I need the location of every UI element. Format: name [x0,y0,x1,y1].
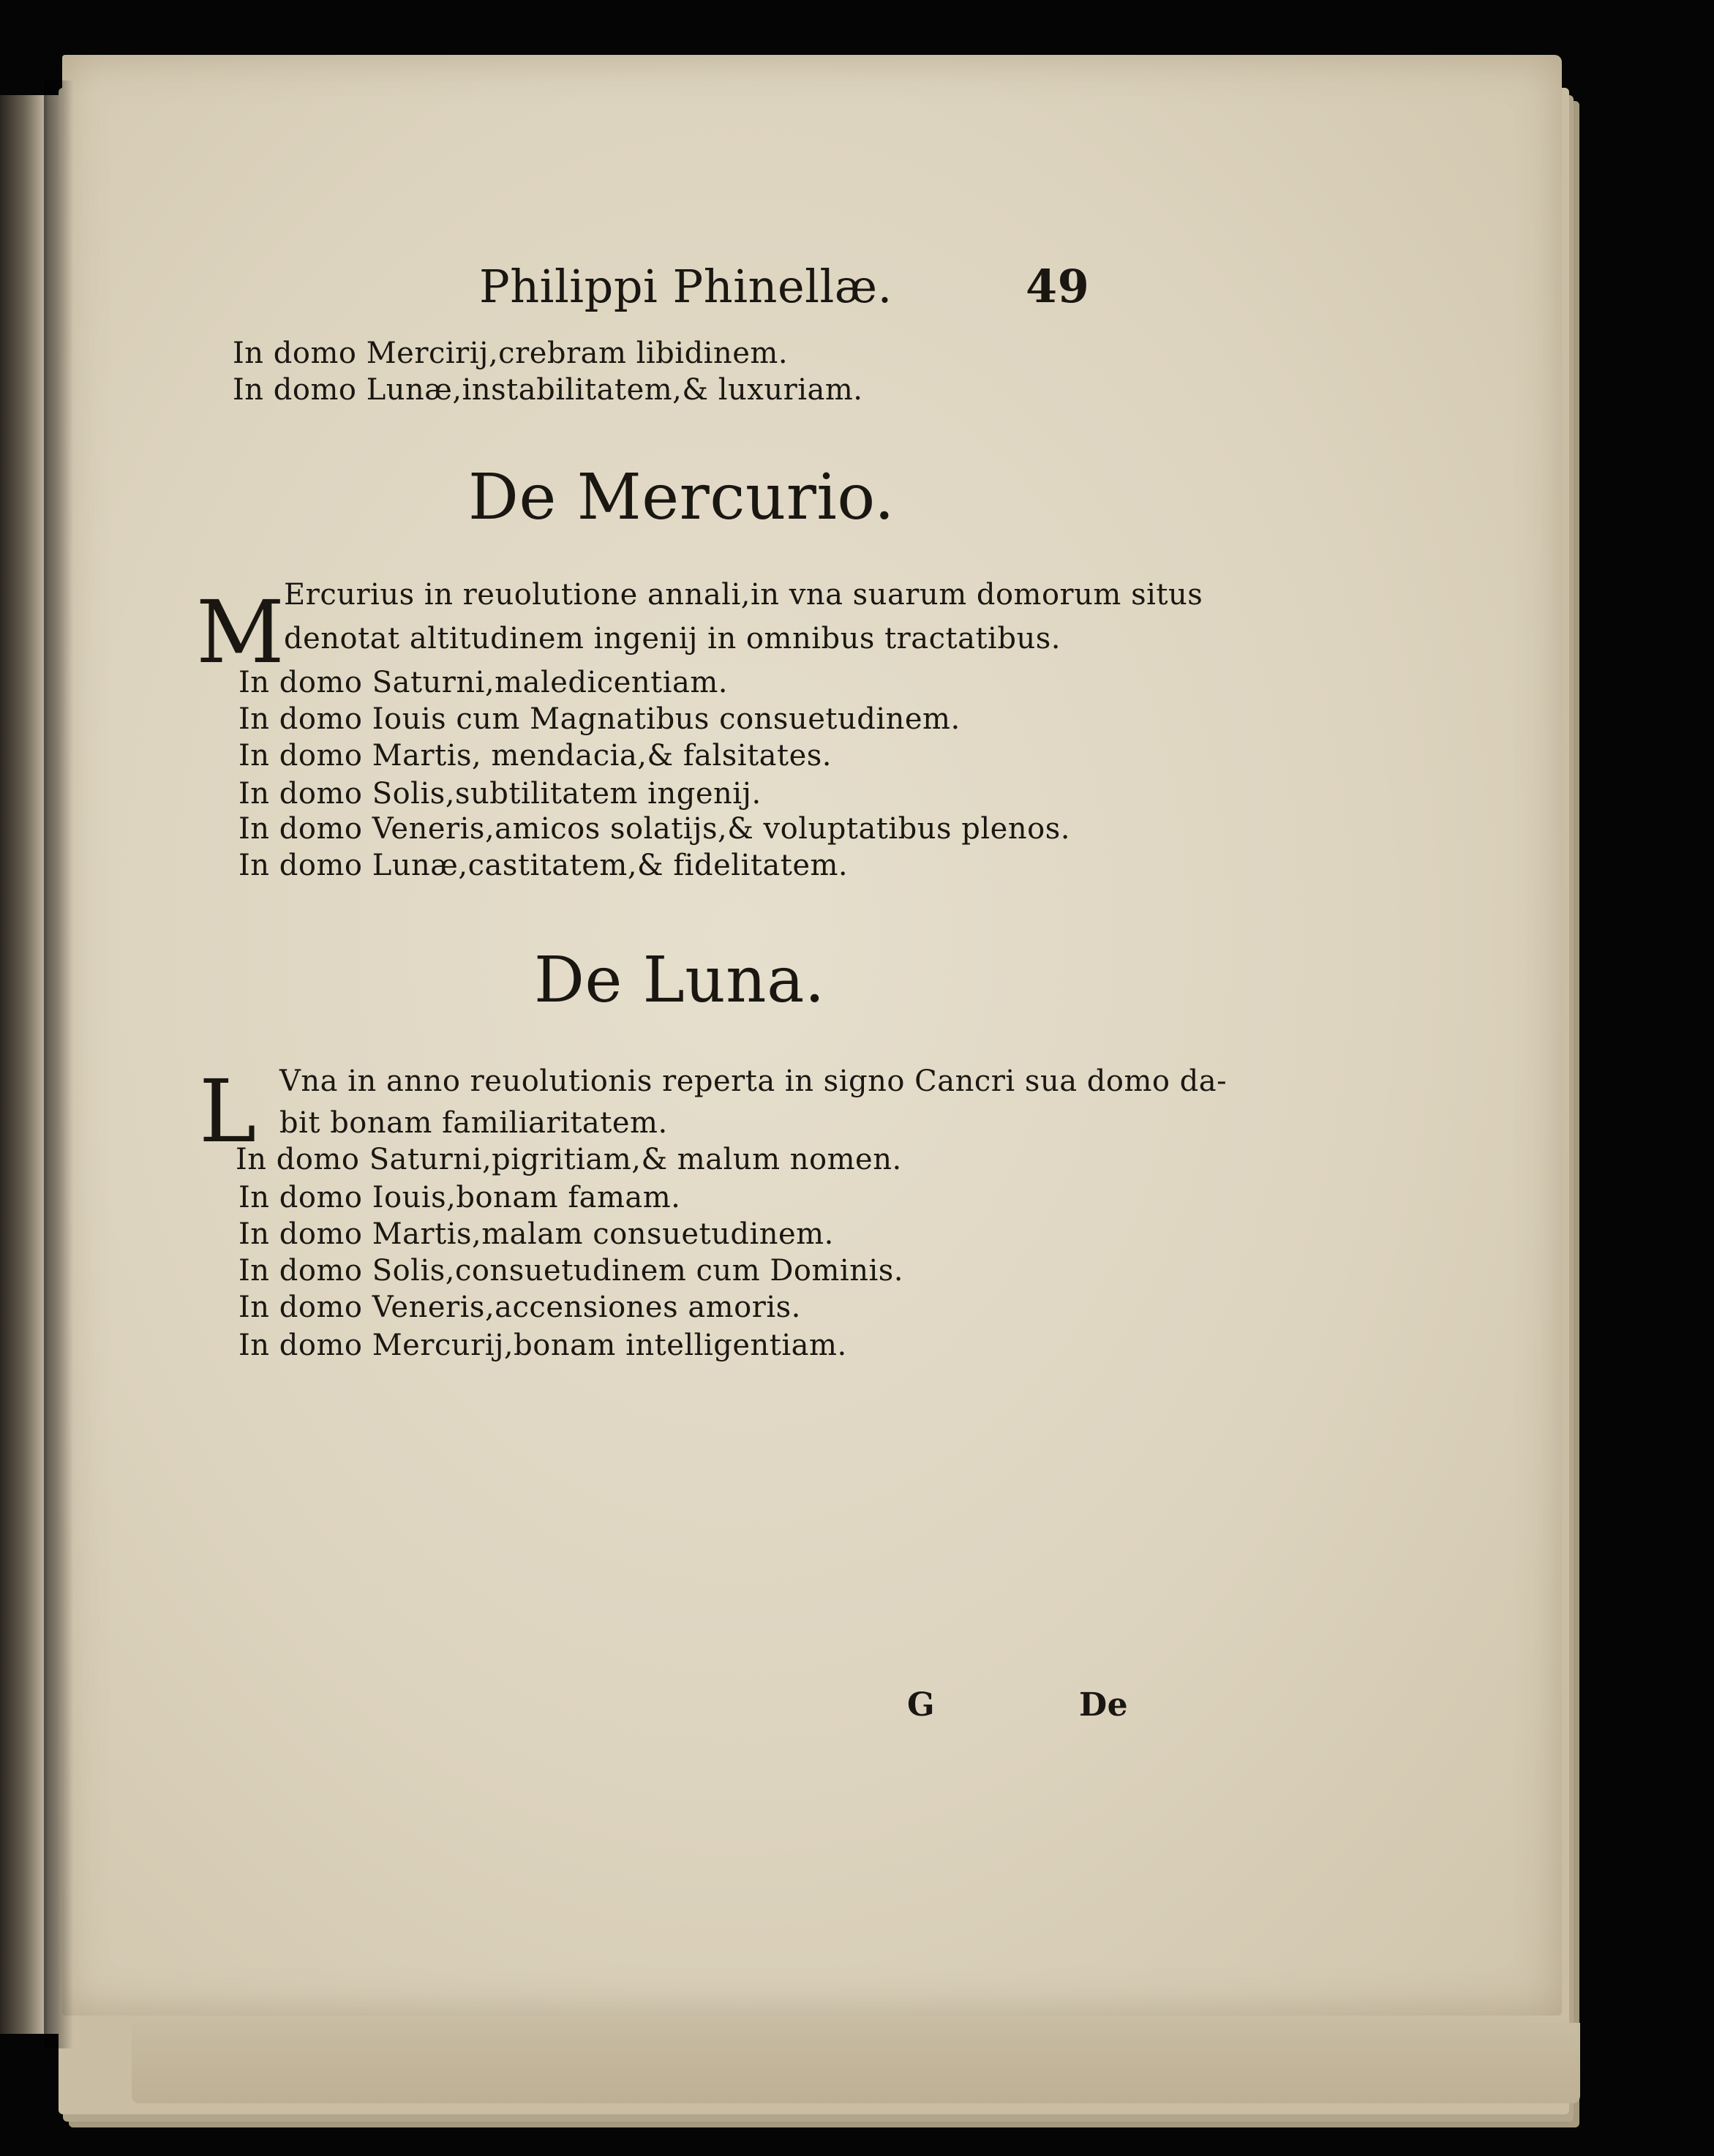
body-line: In domo Lunæ,instabilitatem,& luxuriam. [233,373,863,407]
body-line: In domo Mercurij,bonam intelligentiam. [238,1329,847,1362]
body-line: In domo Saturni,pigritiam,& malum nomen. [236,1143,902,1176]
body-line: Ercurius in reuolutione annali,in vna suarum domorum situs [284,578,1203,612]
body-line: In domo Iouis,bonam famam. [238,1181,681,1214]
body-line: In domo Veneris,accensiones amoris. [238,1291,801,1324]
body-line: In domo Saturni,maledicentiam. [238,666,729,699]
drop-cap-m: M [196,582,285,683]
body-line: bit bonam familiaritatem. [279,1106,668,1140]
section-heading-mercurio: De Mercurio. [468,461,895,534]
gutter-shadow [44,80,73,2048]
drop-cap-l: L [199,1061,257,1162]
body-line: In domo Solis,subtilitatem ingenij. [238,777,762,811]
body-line: In domo Solis,consuetudinem cum Dominis. [238,1254,904,1288]
signature-mark: G [907,1686,936,1724]
body-line: In domo Iouis cum Magnatibus consuetudinem. [238,702,961,736]
section-heading-luna: De Luna. [534,944,825,1017]
running-title: Philippi Phinellæ. [479,260,892,313]
body-line: In domo Mercirij,crebram libidinem. [233,337,789,370]
catchword: De [1079,1686,1129,1724]
body-line: In domo Martis, mendacia,& falsitates. [238,739,832,773]
body-line: In domo Martis,malam consuetudinem. [238,1217,834,1251]
page-number: 49 [1026,260,1090,313]
body-line: Vna in anno reuolutionis reperta in signo Cancri sua domo da- [279,1064,1228,1098]
body-line: denotat altitudinem ingenij in omnibus tractatibus. [284,622,1061,656]
body-line: In domo Veneris,amicos solatijs,& voluptatibus plenos. [238,812,1070,846]
page-bottom-edges [132,2023,1580,2103]
body-line: In domo Lunæ,castitatem,& fidelitatem. [238,849,849,882]
